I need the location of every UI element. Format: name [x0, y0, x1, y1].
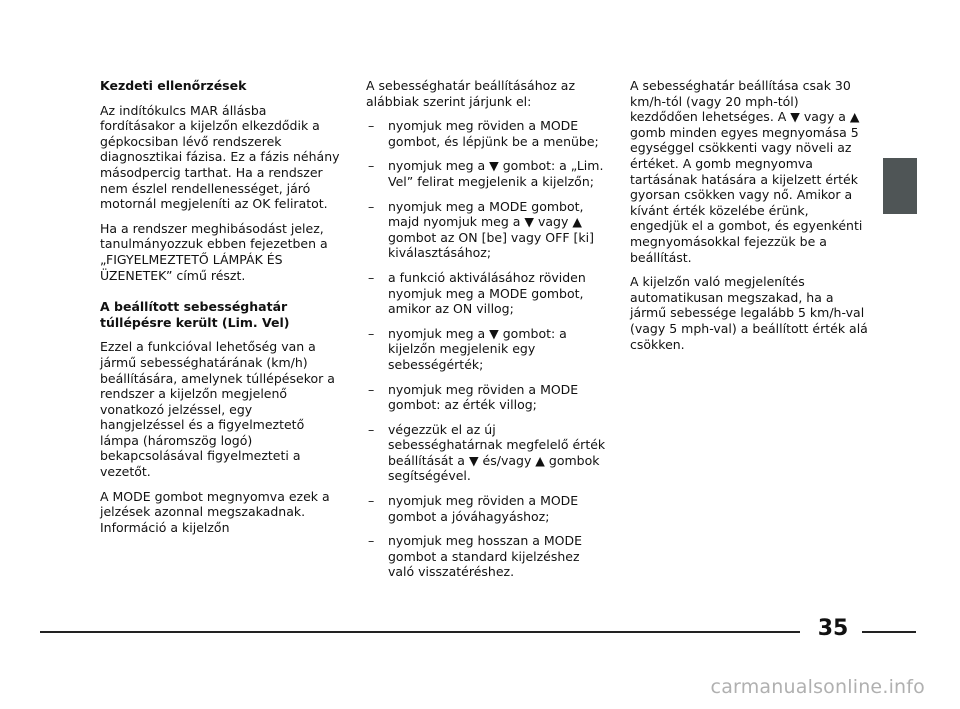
list-item: – nyomjuk meg röviden a MODE gombot: az érték villog; — [366, 382, 606, 413]
text-column-1 — [100, 78, 340, 544]
section-heading-speed-limit: A beállított sebességhatár túllépésre került (Lim. Vel) — [100, 299, 290, 330]
paragraph: A kijelzőn való megjelenítés automatikusan megszakad, ha a jármű sebessége legalább 5 km/h-val (vagy 5 mph-val) a beállított érték alá csökken. — [630, 274, 868, 352]
paragraph: A MODE gombot megnyomva ezek a jelzések azonnal megszakadnak. Információ a kijelzőn — [100, 488, 330, 535]
text-column-2 — [366, 78, 606, 589]
text-column-3 — [630, 78, 870, 361]
paragraph: Az indítókulcs MAR állásba fordításakor a kijelzőn elkezdődik a gépkocsiban lévő rendszerek diagnosztikai fázisa. Ez a fázis néhány másodpercig tarthat. Ha a rendszer nem észlel rendellenességet, járó motornál megjeleníti az OK feliratot. — [100, 102, 340, 212]
list-item: – nyomjuk meg hosszan a MODE gombot a standard kijelzéshez való visszatéréshez. — [366, 533, 606, 580]
list-item: – végezzük el az új sebességhatárnak megfelelő érték beállítását a ▼ és/vagy ▲ gombok segítségével. — [366, 422, 606, 484]
paragraph: Ezzel a funkcióval lehetőség van a jármű sebességhatárának (km/h) beállítására, amelynek túllépésekor a rendszer a kijelzőn megjelenő vonatkozó jelzéssel, egy hangjelzéssel és a figyelmeztető lámpa (háromszög logó) bekapcsolásával figyelmezteti a vezetőt. — [100, 339, 335, 480]
list-item: – nyomjuk meg röviden a MODE gombot a jóváhagyáshoz; — [366, 493, 606, 524]
watermark-text: carmanualsonline.info — [710, 676, 925, 698]
list-item: – nyomjuk meg röviden a MODE gombot, és lépjünk be a menübe; — [366, 118, 606, 149]
step-list — [366, 118, 606, 580]
list-item: – nyomjuk meg a ▼ gombot: a „Lim. Vel” felirat megjelenik a kijelzőn; — [366, 158, 606, 189]
section-heading-initial-checks: Kezdeti ellenőrzések — [100, 78, 247, 93]
footer-rule-left — [40, 631, 800, 633]
paragraph: Ha a rendszer meghibásodást jelez, tanulmányozzuk ebben fejezetben a „FIGYELMEZTETŐ LÁMPÁK ÉS ÜZENETEK” című részt. — [100, 220, 328, 283]
paragraph-intro: A sebességhatár beállításához az alábbiak szerint járjunk el: — [366, 78, 576, 109]
paragraph: A sebességhatár beállítása csak 30 km/h-tól (vagy 20 mph-tól) kezdődően lehetséges. A ▼ vagy a ▲ gomb minden egyes megnyomása 5 egységgel csökkenti vagy növeli az értéket. A gomb megnyomva tartásának hatására a kijelzett érték gyorsan csökken vagy nő. Amikor a kívánt érték közelébe érünk, engedjük el a gombot, és egyenkénti megnyomásokkal fejezzük be a beállítást. — [630, 78, 863, 265]
footer-rule-right — [862, 631, 916, 633]
list-item: – a funkció aktiválásához röviden nyomjuk meg a MODE gombot, amikor az ON villog; — [366, 270, 606, 317]
page-number: 35 — [817, 616, 849, 641]
list-item: – nyomjuk meg a MODE gombot, majd nyomjuk meg a ▼ vagy ▲ gombot az ON [be] vagy OFF [ki] kiválasztásához; — [366, 199, 606, 261]
list-item: – nyomjuk meg a ▼ gombot: a kijelzőn megjelenik egy sebességérték; — [366, 326, 606, 373]
chapter-tab-marker — [883, 158, 917, 214]
